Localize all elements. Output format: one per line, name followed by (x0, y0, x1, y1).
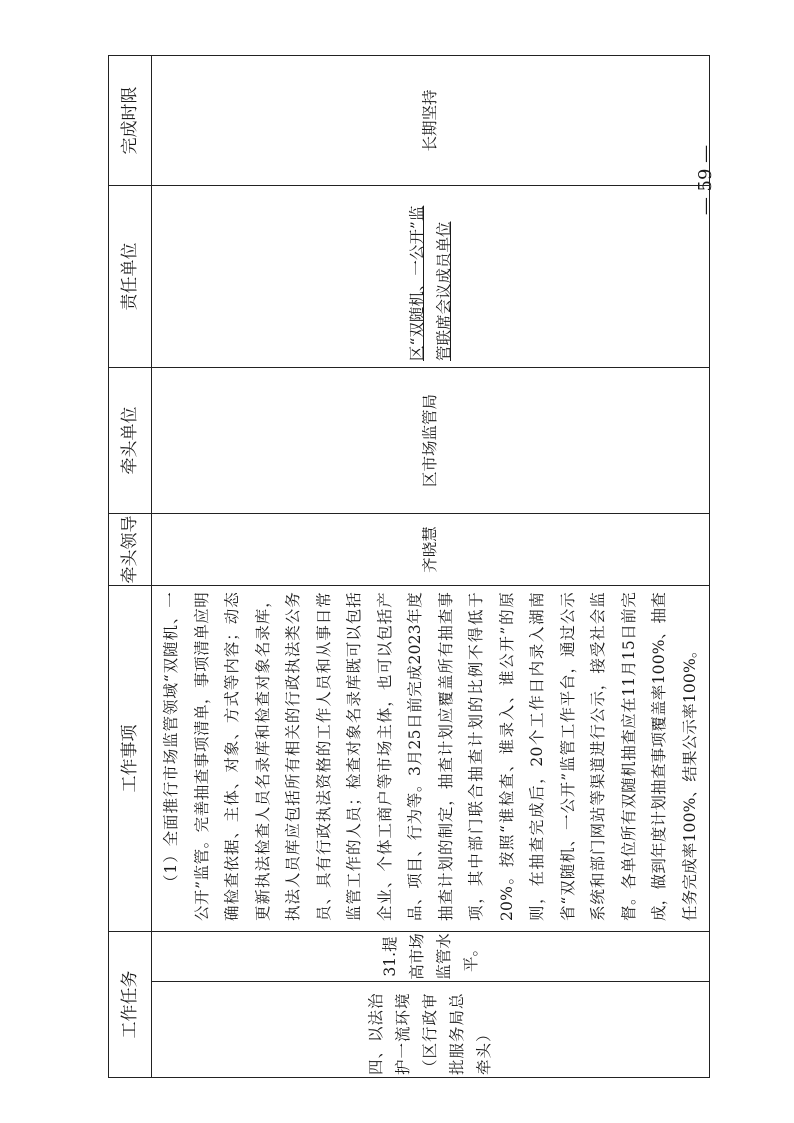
cell-content (152, 586, 710, 932)
table-header-row (109, 56, 152, 1078)
cell-task-sub: 31.提高市场监管水平。 (152, 932, 710, 982)
header-lead-unit: 牵头单位 (109, 368, 152, 514)
header-task: 工作任务 (109, 932, 152, 1078)
header-content: 工作事项 (109, 586, 152, 932)
page-number: — 59 — (694, 144, 716, 216)
cell-lead-unit: 区市场监管局 (152, 368, 710, 514)
cell-task-group: 四、以法治护一流环境（区行政审批服务局总牵头） (152, 982, 710, 1078)
cell-deadline: 长期坚持 (152, 56, 710, 186)
header-leader: 牵头领导 (109, 514, 152, 586)
cell-responsible (152, 186, 710, 368)
work-task-table (108, 55, 710, 1078)
cell-leader: 齐晓慧 (152, 514, 710, 586)
header-responsible: 责任单位 (109, 186, 152, 368)
table-row (152, 56, 710, 1078)
rotated-table-sheet (108, 56, 699, 1078)
header-deadline: 完成时限 (109, 56, 152, 186)
content-paragraph: （1）全面推行市场监管领域“双随机、一公开”监管。完善抽查事项清单，事项清单应明确检查依据、主体、对象、方式等内容；动态更新执法检查人员名录库和检查对象名录库，执法人员库应包括所有相关的行政执法类公务员、具有行政执法资格的工作人员和从事日常监管工作的人员；检查对象名录库既可以包括企业、个体工商户等市场主体，也可以包括产品、项目、行为等。3月25日前完成2023年度抽查计划的制定，抽查计划应覆盖所有抽查事项，其中部门联合抽查计划的比例不得低于20%。按照“谁检查、谁录入、谁公开”的原则，在抽查完成后，20个工作日内录入湖南省“双随机、一公开”监管工作平台，通过公示系统和部门网站等渠道进行公示，接受社会监督。各单位所有双随机抽查应在11月15日前完成，做到年度计划抽查事项覆盖率100%、抽查任务完成率100%、结果公示率100%。 (162, 592, 699, 921)
responsible-text: 区“双随机、一公开”监管联席会议成员单位 (407, 205, 453, 361)
